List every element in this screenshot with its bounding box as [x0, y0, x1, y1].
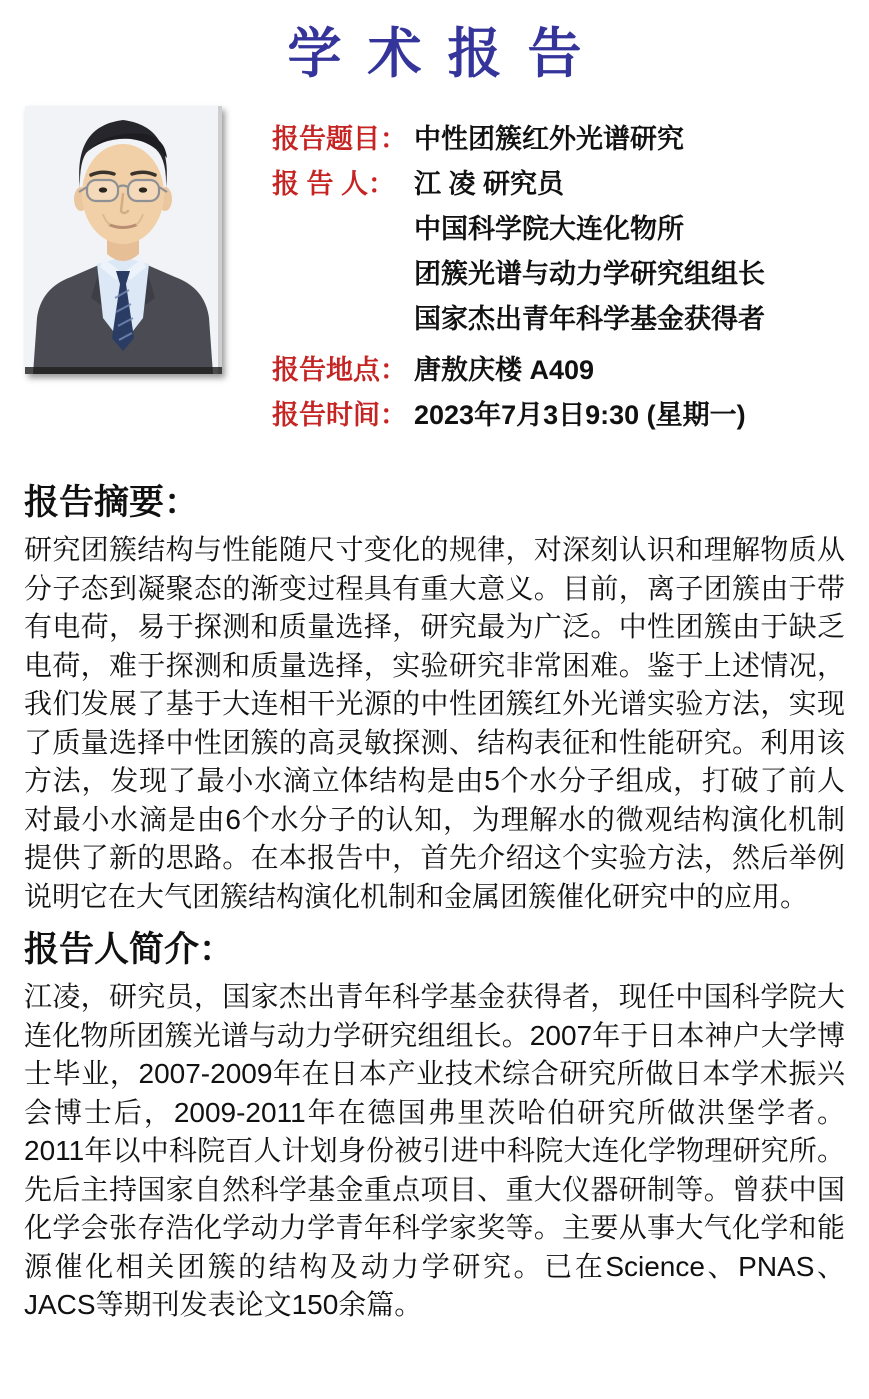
info-row-topic: [272, 114, 869, 159]
info-value-topic: 中性团簇红外光谱研究: [414, 124, 684, 154]
info-label-time: 报告时间：: [272, 400, 407, 430]
info-row-location: [272, 345, 869, 390]
bio-body: 江凌，研究员，国家杰出青年科学基金获得者，现任中国科学院大连化物所团簇光谱与动力学研究组组长。2007年于日本神户大学博士毕业，2007-2009年在日本产业技术综合研究所做日本学术振兴会博士后，2009-2011年在德国弗里茨哈伯研究所做洪堡学者。2011年以中科院百人计划身份被引进中科院大连化学物理研究所。先后主持国家自然科学基金重点项目、重大仪器研制等。曾获中国化学会张存浩化学动力学青年科学家奖等。主要从事大气化学和能源催化相关团簇的结构及动力学研究。已在Science、PNAS、JACS等期刊发表论文150余篇。: [24, 981, 845, 1320]
page-title: 学术报告: [287, 21, 608, 85]
info-value-affiliation: 中国科学院大连化物所: [414, 214, 684, 244]
info-row-affiliation: [272, 204, 869, 249]
info-label-location: 报告地点：: [272, 355, 407, 385]
info-row-honor: [272, 294, 869, 339]
info-row-group-title: [272, 249, 869, 294]
info-row-speaker: [272, 159, 869, 204]
info-label-topic: 报告题目：: [272, 124, 407, 154]
speaker-photo: [25, 106, 222, 374]
info-value-location: 唐敖庆楼 A409: [414, 355, 595, 385]
info-label-speaker: 报 告 人：: [272, 169, 396, 199]
abstract-heading: 报告摘要：: [24, 483, 200, 522]
speaker-portrait-graphic: [25, 106, 222, 374]
profile-section: [25, 106, 869, 435]
lecture-info-list: [272, 106, 869, 435]
info-value-speaker: 江 凌 研究员: [414, 169, 565, 199]
info-value-group-title: 团簇光谱与动力学研究组组长: [414, 259, 765, 289]
info-value-time: 2023年7月3日9:30 (星期一): [414, 400, 746, 430]
abstract-body: 研究团簇结构与性能随尺寸变化的规律，对深刻认识和理解物质从分子态到凝聚态的渐变过程具有重大意义。目前，离子团簇由于带有电荷，易于探测和质量选择，研究最为广泛。中性团簇由于缺乏电荷，难于探测和质量选择，实验研究非常困难。鉴于上述情况，我们发展了基于大连相干光源的中性团簇红外光谱实验方法，实现了质量选择中性团簇的高灵敏探测、结构表征和性能研究。利用该方法，发现了最小水滴立体结构是由5个水分子组成，打破了前人对最小水滴是由6个水分子的认知，为理解水的微观结构演化机制提供了新的思路。在本报告中，首先介绍这个实验方法，然后举例说明它在大气团簇结构演化机制和金属团簇催化研究中的应用。: [24, 534, 845, 912]
info-row-time: [272, 390, 869, 435]
info-value-honor: 国家杰出青年科学基金获得者: [414, 304, 765, 334]
bio-heading: 报告人简介：: [24, 930, 235, 969]
